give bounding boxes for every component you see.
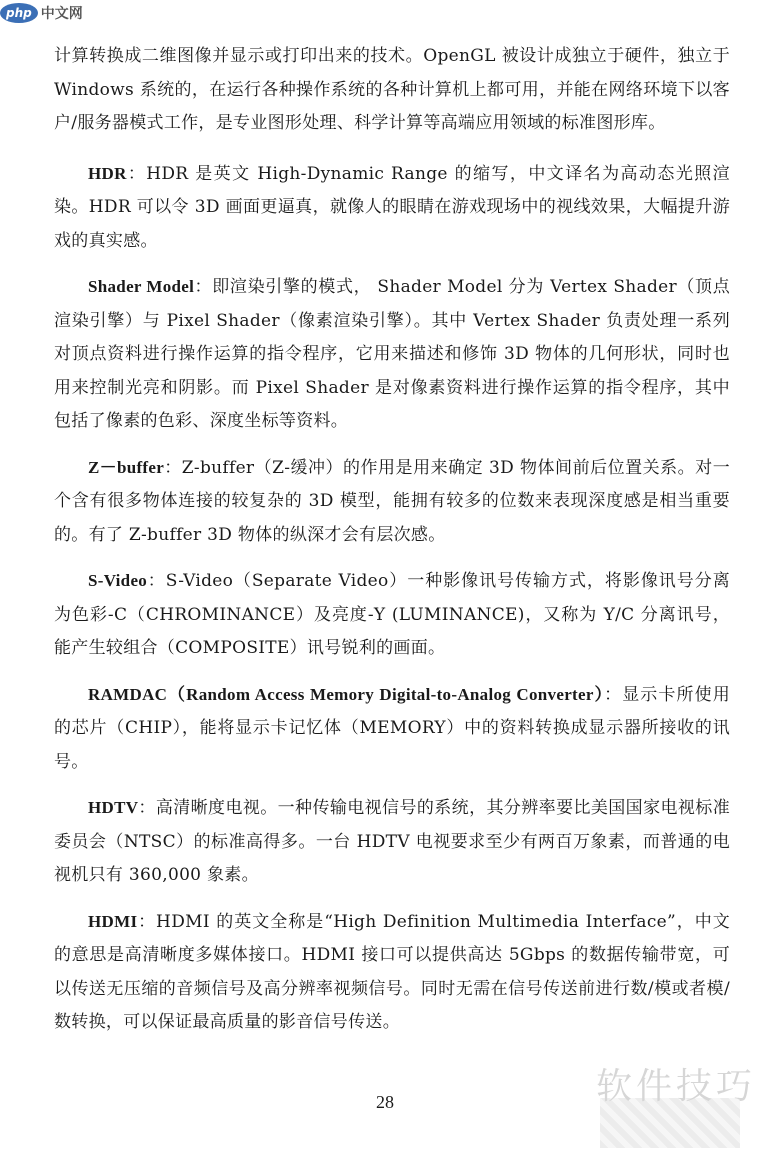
- paragraph-text: ：HDMI 的英文全称是“High Definition Multimedia Interface”，中文的意思是高清晰度多媒体接口。HDMI 接口可以提供高达 5Gbps 的数据传输带宽，可以传送无压缩的音频信号及高分辨率视频信号。同时无需在信号传送前进行数/模或者模/数转换，可以保证最高质量的影音信号传送。: [54, 911, 730, 1032]
- paragraph-text: 计算转换成二维图像并显示或打印出来的技术。OpenGL 被设计成独立于硬件，独立于 Windows 系统的，在运行各种操作系统的各种计算机上都可用，并能在网络环境下以客户/服务器模式工作，是专业图形处理、科学计算等高端应用领域的标准图形库。: [54, 46, 730, 133]
- php-logo-badge: php: [0, 3, 38, 23]
- term-heading: Shader Model: [88, 277, 195, 296]
- paragraph-text: ：HDR 是英文 High-Dynamic Range 的缩写，中文译名为高动态光照渲染。HDR 可以令 3D 画面更逼真，就像人的眼睛在游戏现场中的视线效果，大幅提升游戏的真实感。: [54, 163, 730, 251]
- term-heading: S-Video: [88, 571, 148, 590]
- site-name: 中文网: [40, 6, 83, 22]
- paragraph-text: ：即渲染引擎的模式， Shader Model 分为 Vertex Shader（顶点渲染引擎）与 Pixel Shader（像素渲染引擎）。其中 Vertex Shader 负责处理一系列对顶点资料进行操作运算的指令程序，它用来描述和修饰 3D 物体的几何形状，同时也用来控制光亮和阴影。而 Pixel Shader 是对像素资料进行操作运算的指令程序，其中包括了像素的色彩、深度坐标等资料。: [54, 277, 730, 431]
- paragraph-z-buffer: [54, 451, 730, 553]
- term-heading: HDTV: [88, 798, 139, 817]
- page-body: [54, 40, 730, 1052]
- term-heading: HDR: [88, 163, 127, 183]
- paragraph-s-video: [54, 564, 730, 666]
- paragraph-opengl-continued: [54, 40, 730, 141]
- term-heading: Z－buffer: [88, 457, 165, 477]
- paragraph-hdr: [54, 157, 730, 259]
- term-heading: RAMDAC（Random Access Memory Digital-to-Analog Converter）: [88, 684, 605, 704]
- paragraph-text: ：S-Video（Separate Video）一种影像讯号传输方式，将影像讯号分离为色彩-C（CHROMINANCE）及亮度-Y (LUMINANCE)，又称为 Y/C 分离讯号，能产生较组合（COMPOSITE）讯号锐利的画面。: [54, 571, 730, 658]
- corner-watermark-text: 软件技巧: [595, 1066, 756, 1107]
- page-number: 28: [376, 1092, 394, 1112]
- paragraph-shader-model: [54, 270, 730, 439]
- paragraph-text: ：显示卡所使用的芯片（CHIP），能将显示卡记忆体（MEMORY）中的资料转换成显示器所接收的讯号。: [54, 684, 730, 772]
- paragraph-text: ：Z-buffer（Z-缓冲）的作用是用来确定 3D 物体间前后位置关系。对一个含有很多物体连接的较复杂的 3D 模型，能拥有较多的位数来表现深度感是相当重要的。有了 Z-buffer 3D 物体的纵深才会有层次感。: [54, 457, 730, 545]
- term-heading: HDMI: [88, 911, 138, 931]
- paragraph-hdtv: [54, 791, 730, 893]
- paragraph-text: ：高清晰度电视。一种传输电视信号的系统，其分辨率要比美国国家电视标准委员会（NTSC）的标准高得多。一台 HDTV 电视要求至少有两百万象素，而普通的电视机只有 360,000 象素。: [54, 798, 730, 885]
- paragraph-hdmi: [54, 905, 730, 1040]
- paragraph-ramdac: [54, 678, 730, 780]
- site-watermark-logo: [0, 0, 83, 26]
